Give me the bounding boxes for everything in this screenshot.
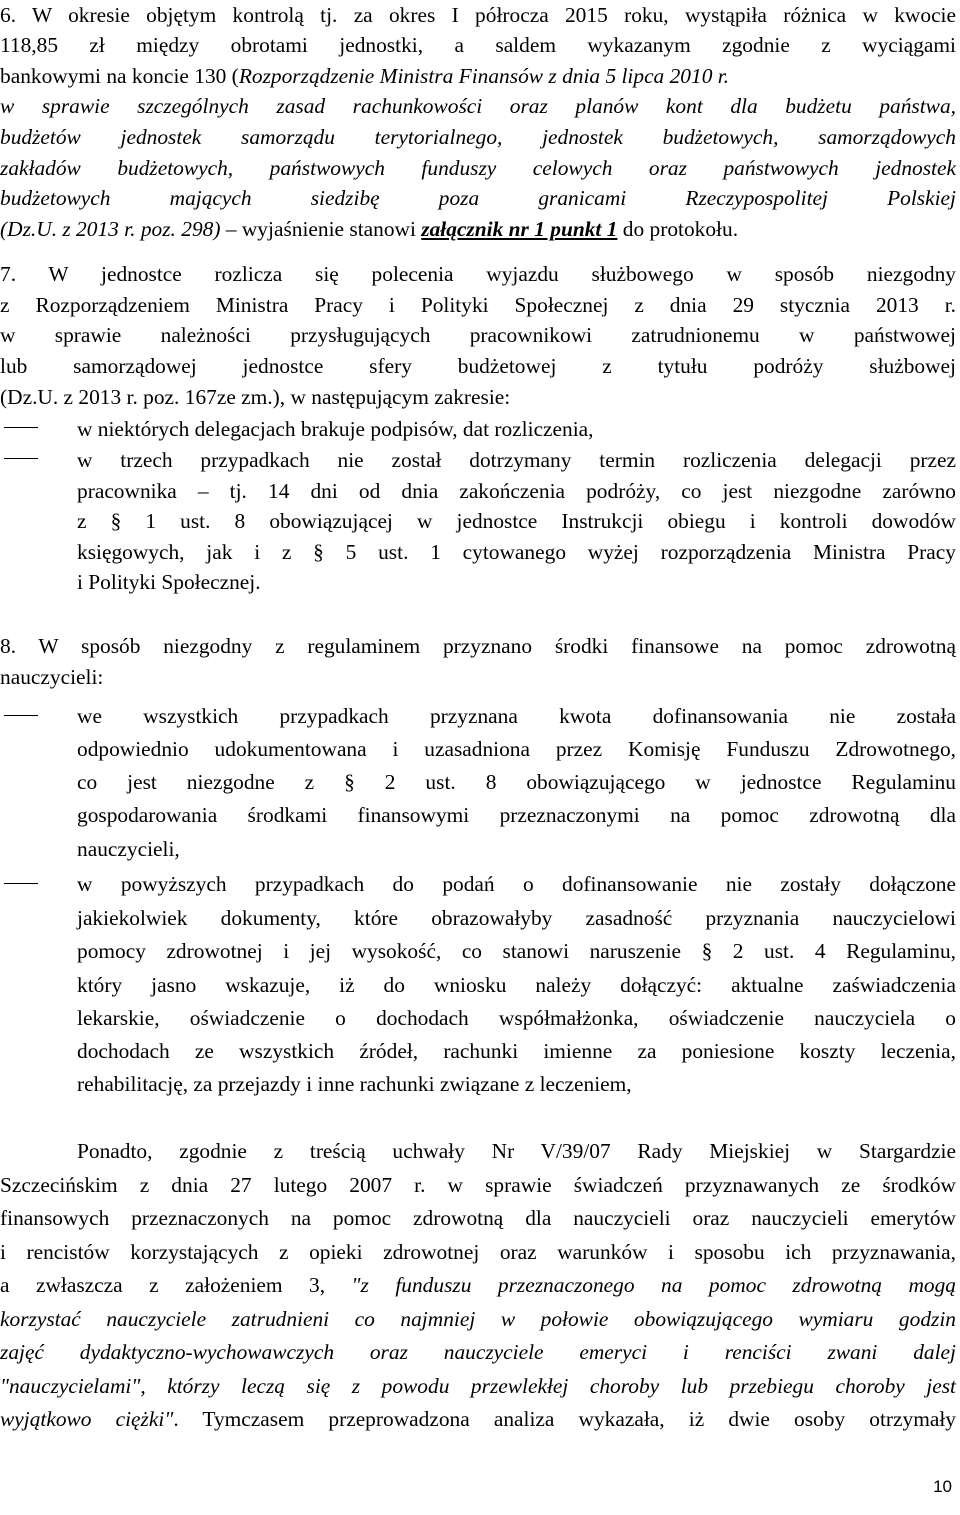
final-line-8: "nauczycielami", którzy leczą się z powodu przewlekłej choroby lub przebiegu choroby jest bbox=[0, 1374, 956, 1398]
p6-line-8-end: do protokołu. bbox=[617, 217, 739, 241]
p8-bullet-1-line-4: gospodarowania środkami finansowymi przeznaczonymi na pomoc zdrowotną dla bbox=[77, 803, 956, 827]
p6-line-7: budżetowych mających siedzibę poza granicami Rzeczypospolitej Polskiej bbox=[0, 186, 956, 210]
p8-bullet-2-line-3: pomocy zdrowotnej i jej wysokość, co stanowi naruszenie § 2 ust. 4 Regulaminu, bbox=[77, 939, 956, 963]
final-line-9 bbox=[0, 1404, 956, 1435]
p6-line-6: zakładów budżetowych, państwowych funduszy celowych oraz państwowych jednostek bbox=[0, 156, 956, 180]
attachment-reference: załącznik nr 1 punkt 1 bbox=[421, 217, 618, 241]
regulation-title: Rozporządzenie Ministra Finansów z dnia 5 lipca 2010 r. bbox=[238, 64, 730, 88]
p8-bullet-1-line-1: we wszystkich przypadkach przyznana kwota dofinansowania nie została bbox=[77, 704, 956, 728]
dash-bullet bbox=[4, 883, 38, 884]
p8-bullet-2-line-4: który jasno wskazuje, iż do wniosku należy dołączyć: aktualne zaświadczenia bbox=[77, 973, 956, 997]
p7-line-3: w sprawie należności przysługujących pracownikowi zatrudnionemu w państwowej bbox=[0, 323, 956, 347]
p6-line-4: w sprawie szczególnych zasad rachunkowości oraz planów kont dla budżetu państwa, bbox=[0, 94, 956, 118]
p7-line-1: 7. W jednostce rozlicza się polecenia wyjazdu służbowego w sposób niezgodny bbox=[0, 262, 956, 286]
p6-line-8-text: – wyjaśnienie stanowi bbox=[220, 217, 422, 241]
p7-line-5: (Dz.U. z 2013 r. poz. 167ze zm.), w następującym zakresie: bbox=[0, 385, 511, 409]
final-line-6: korzystać nauczyciele zatrudnieni co najmniej w połowie obowiązującego wymiaru godzin bbox=[0, 1307, 956, 1331]
p8-bullet-2-line-1: w powyższych przypadkach do podań o dofinansowanie nie zostały dołączone bbox=[77, 872, 956, 896]
final-line-9-text: . Tymczasem przeprowadzona analiza wykazała, iż dwie osoby otrzymały bbox=[173, 1407, 956, 1431]
final-line-5 bbox=[0, 1270, 956, 1301]
citation: (Dz.U. z 2013 r. poz. 298) bbox=[0, 217, 221, 241]
p6-line-1: 6. W okresie objętym kontrolą tj. za okres I półrocza 2015 roku, wystąpiła różnica w kwocie bbox=[0, 3, 956, 27]
final-line-4: i rencistów korzystających z opieki zdrowotnej oraz warunków i sposobu ich przyznawania, bbox=[0, 1240, 956, 1264]
resolution-quote: "z funduszu przeznaczonego na pomoc zdrowotną mogą bbox=[351, 1273, 956, 1297]
p8-bullet-1-line-5: nauczycieli, bbox=[77, 837, 180, 861]
p6-line-5: budżetów jednostek samorządu terytorialnego, jednostek budżetowych, samorządowych bbox=[0, 125, 956, 149]
p8-bullet-2-line-2: jakiekolwiek dokumenty, które obrazowałyby zasadność przyznania nauczycielowi bbox=[77, 906, 956, 930]
p8-line-2: nauczycieli: bbox=[0, 665, 104, 689]
dash-bullet bbox=[4, 427, 38, 428]
final-line-3: finansowych przeznaczonych na pomoc zdrowotną dla nauczycieli oraz nauczycieli emerytów bbox=[0, 1206, 956, 1230]
p7-bullet-1: w niektórych delegacjach brakuje podpisów, dat rozliczenia, bbox=[77, 417, 594, 441]
final-line-7: zajęć dydaktyczno-wychowawczych oraz nauczyciele emeryci i renciści zwani dalej bbox=[0, 1340, 956, 1364]
final-line-1: Ponadto, zgodnie z treścią uchwały Nr V/39/07 Rady Miejskiej w Stargardzie bbox=[77, 1139, 956, 1163]
p8-bullet-2-line-5: lekarskie, oświadczenie o dochodach współmałżonka, oświadczenie nauczyciela o bbox=[77, 1006, 956, 1030]
dash-bullet bbox=[4, 715, 38, 716]
p7-bullet-2-line-4: księgowych, jak i z § 5 ust. 1 cytowanego wyżej rozporządzenia Ministra Pracy bbox=[77, 540, 956, 564]
p7-bullet-2-line-3: z § 1 ust. 8 obowiązującej w jednostce Instrukcji obiegu i kontroli dowodów bbox=[77, 509, 956, 533]
p6-line-2: 118,85 zł między obrotami jednostki, a saldem wykazanym zgodnie z wyciągami bbox=[0, 33, 956, 57]
p8-bullet-1-line-2: odpowiednio udokumentowana i uzasadniona przez Komisję Funduszu Zdrowotnego, bbox=[77, 737, 956, 761]
p8-bullet-2-line-6: dochodach ze wszystkich źródeł, rachunki imienne za poniesione koszty leczenia, bbox=[77, 1039, 956, 1063]
p6-line-3 bbox=[0, 61, 956, 92]
p8-bullet-2-line-7: rehabilitację, za przejazdy i inne rachunki związane z leczeniem, bbox=[77, 1072, 632, 1096]
dash-bullet bbox=[4, 458, 38, 459]
p7-bullet-2-line-2: pracownika – tj. 14 dni od dnia zakończenia podróży, co jest niezgodne zarówno bbox=[77, 479, 956, 503]
p7-line-4: lub samorządowej jednostce sfery budżetowej z tytułu podróży służbowej bbox=[0, 354, 956, 378]
p6-line-8 bbox=[0, 214, 956, 245]
p8-bullet-1-line-3: co jest niezgodne z § 2 ust. 8 obowiązującego w jednostce Regulaminu bbox=[77, 770, 956, 794]
p7-bullet-2-line-5: i Polityki Społecznej. bbox=[77, 570, 261, 594]
p6-line-3-text: bankowymi na koncie 130 ( bbox=[0, 64, 239, 88]
p7-line-2: z Rozporządzeniem Ministra Pracy i Polityki Społecznej z dnia 29 stycznia 2013 r. bbox=[0, 293, 956, 317]
final-line-5-text: a zwłaszcza z założeniem 3, bbox=[0, 1273, 352, 1297]
p8-line-1: 8. W sposób niezgodny z regulaminem przyznano środki finansowe na pomoc zdrowotną bbox=[0, 634, 956, 658]
final-line-2: Szczecińskim z dnia 27 lutego 2007 r. w sprawie świadczeń przyznawanych ze środków bbox=[0, 1173, 956, 1197]
page-number: 10 bbox=[933, 1477, 952, 1496]
p7-bullet-2-line-1: w trzech przypadkach nie został dotrzymany termin rozliczenia delegacji przez bbox=[77, 448, 956, 472]
resolution-quote-end: wyjątkowo ciężki" bbox=[0, 1407, 174, 1431]
